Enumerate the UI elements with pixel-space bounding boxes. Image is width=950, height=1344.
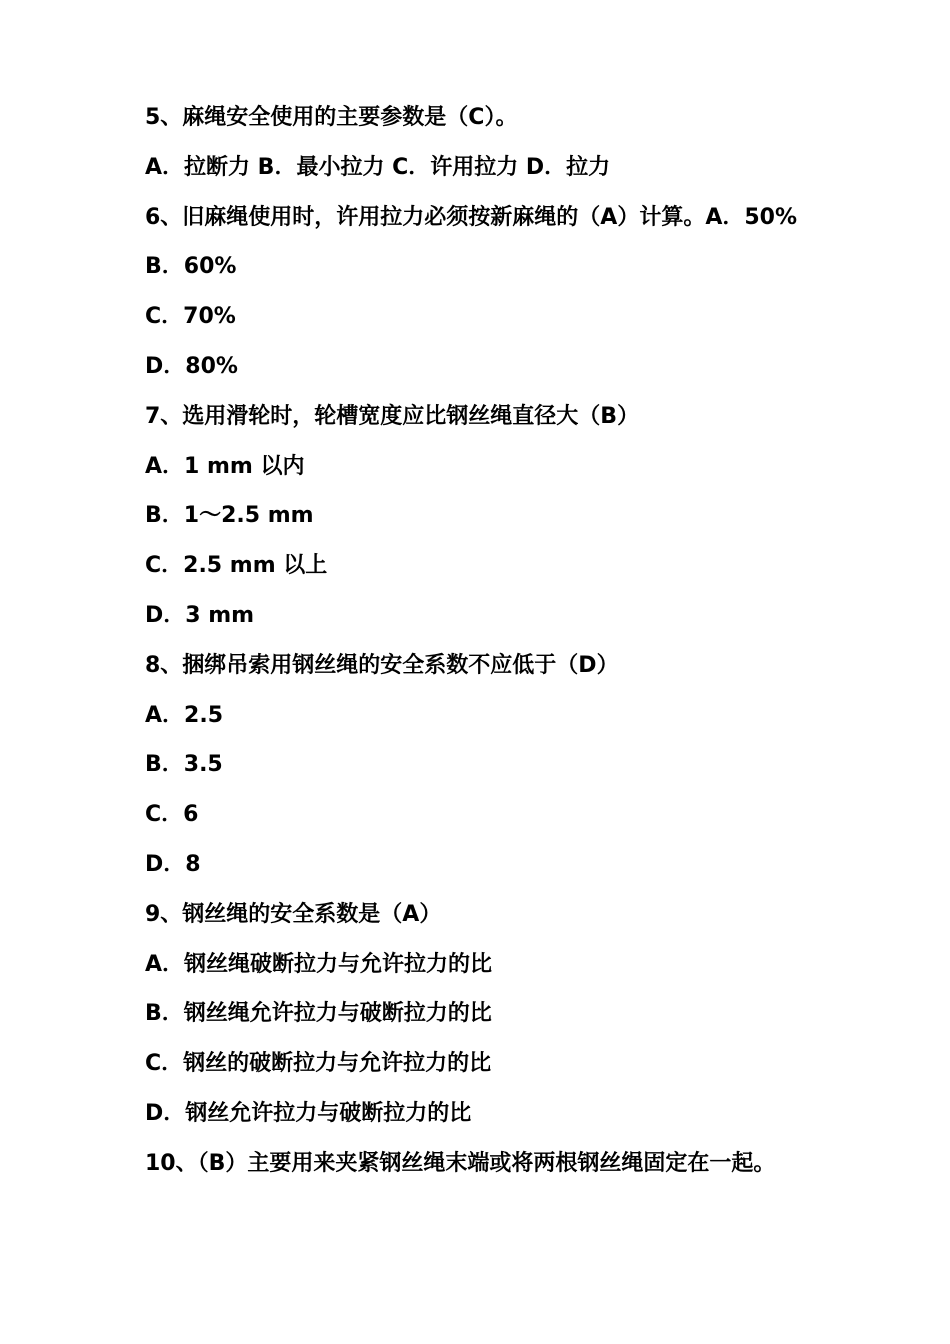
question-8-option-d: D．8 [145,851,201,877]
question-9-option-c: C．钢丝的破断拉力与允许拉力的比 [145,1051,492,1077]
question-7-option-d: D．3 mm [145,602,255,628]
question-8-option-a: A．2.5 [145,702,223,728]
question-8-option-b: B．3.5 [145,752,223,778]
question-9-stem: 9、钢丝绳的安全系数是（A） [145,901,442,927]
question-7-option-c: C．2.5 mm 以上 [145,553,328,579]
question-9-option-d: D．钢丝允许拉力与破断拉力的比 [145,1100,472,1126]
question-6-option-b: B．60% [145,254,237,280]
question-8-stem: 8、捆绑吊索用钢丝绳的安全系数不应低于（D） [145,652,619,678]
question-5-stem: 5、麻绳安全使用的主要参数是（C）。 [145,105,518,130]
question-6-stem: 6、旧麻绳使用时，许用拉力必须按新麻绳的（A）计算。A．50% [145,204,798,230]
question-7-option-b: B．1～2.5 mm [145,503,314,529]
question-9-option-b: B．钢丝绳允许拉力与破断拉力的比 [145,1001,492,1027]
question-6-option-d: D．80% [145,353,238,379]
question-7-option-a: A．1 mm 以内 [145,453,305,479]
question-8-option-c: C．6 [145,802,199,828]
question-7-stem: 7、选用滑轮时，轮槽宽度应比钢丝绳直径大（B） [145,403,640,429]
question-6-option-c: C．70% [145,304,236,330]
question-list [145,100,915,1196]
question-10-stem: 10、（B）主要用来夹紧钢丝绳末端或将两根钢丝绳固定在一起。 [145,1150,776,1176]
question-5-options: A．拉断力 B．最小拉力 C．许用拉力 D．拉力 [145,154,611,180]
question-9-option-a: A．钢丝绳破断拉力与允许拉力的比 [145,951,493,977]
